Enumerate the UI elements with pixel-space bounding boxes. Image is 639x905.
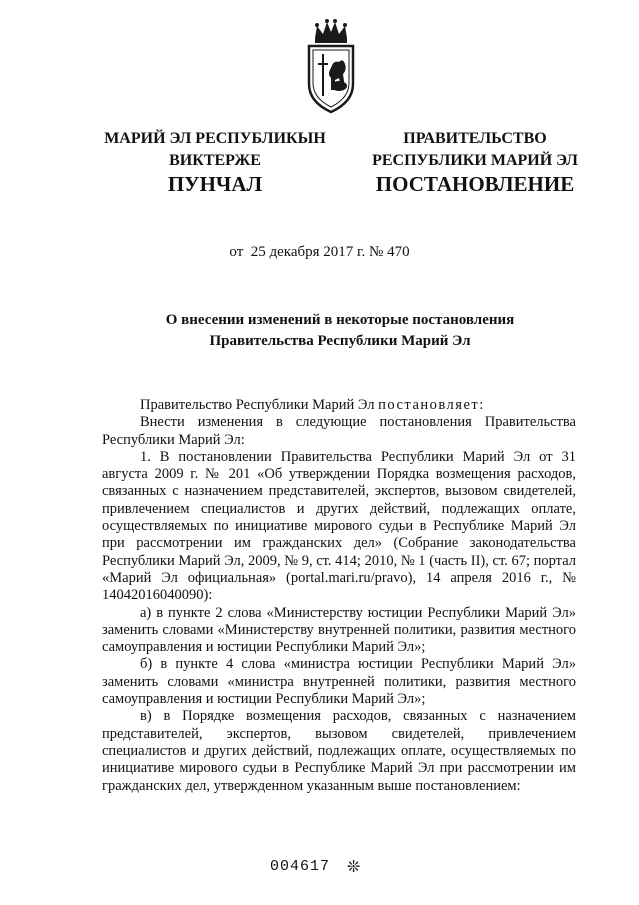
form-serial-number: 004617 [270,858,331,875]
paragraph-item-1a: а) в пункте 2 слова «Министерству юстиции Республики Марий Эл» заменить словами «Министерству внутренней политики, развития местного самоуправления и юстиции Республики Марий Эл»; [102,604,576,656]
document-date: 25 декабря 2017 г. [250,244,366,260]
header-right [355,128,595,172]
preamble-text: Правительство Республики Марий Эл [140,397,379,413]
header-right-line2: РЕСПУБЛИКИ МАРИЙ ЭЛ [372,152,578,169]
security-mark-icon: ❊ [347,857,361,876]
paragraph-item-1c: в) в Порядке возмещения расходов, связанных с назначением представителей, экспертов, вызовом свидетелей, привлечением специалистов и других действий, подлежащих оплате, осуществляемых по инициативе мирового судьи в Республике Марий Эл при рассмотрении им гражданских дел, утвержденном указанным выше постановлением: [102,708,576,794]
preamble-verb: постановляет: [378,397,485,413]
number-sign: № [369,244,384,260]
title-line1: О внесении изменений в некоторые постановления [165,312,515,328]
paragraph-item-1: 1. В постановлении Правительства Республики Марий Эл от 31 августа 2009 г. № 201 «Об утверждении Порядка возмещения расходов, связанных с назначением представителей, экспертов, вызовом свидетелей, привлечением специалистов и других действий, подлежащих оплате, осуществляемых по инициативе мирового судьи в Республике Марий Эл при рассмотрении им гражданских дел» (Собрание законодательства Республики Марий Эл, 2009, № 9, ст. 414; 2010, № 1 (часть II), ст. 67; портал «Марий Эл официальная» (portal.mari.ru/pravo), 14 апреля 2016 г., № 14042016040090): [102,448,576,604]
header-right-line1: ПРАВИТЕЛЬСТВО [403,130,547,147]
header-left-line1: МАРИЙ ЭЛ РЕСПУБЛИКЫН [104,130,326,147]
document-body [102,397,576,795]
document-title [90,310,590,352]
paragraph-preamble [102,397,576,414]
paragraph-item-1b: б) в пункте 4 слова «министра юстиции Республики Марий Эл» заменить словами «министра внутренней политики, развития местного самоуправления и юстиции Республики Марий Эл»; [102,656,576,708]
title-line2: Правительства Республики Марий Эл [209,333,471,349]
header-left [95,128,335,172]
paragraph-intro: Внести изменения в следующие постановления Правительства Республики Марий Эл: [102,414,576,448]
header-left-doc-type: ПУНЧАЛ [167,172,263,196]
dateline-prefix: от [229,244,244,260]
header-left-line2: ВИКТЕРЖЕ [169,152,261,169]
coat-of-arms-icon [303,18,359,114]
dateline [0,244,639,261]
document-number: 470 [387,244,410,260]
header-right-doc-type: ПОСТАНОВЛЕНИЕ [375,172,575,196]
